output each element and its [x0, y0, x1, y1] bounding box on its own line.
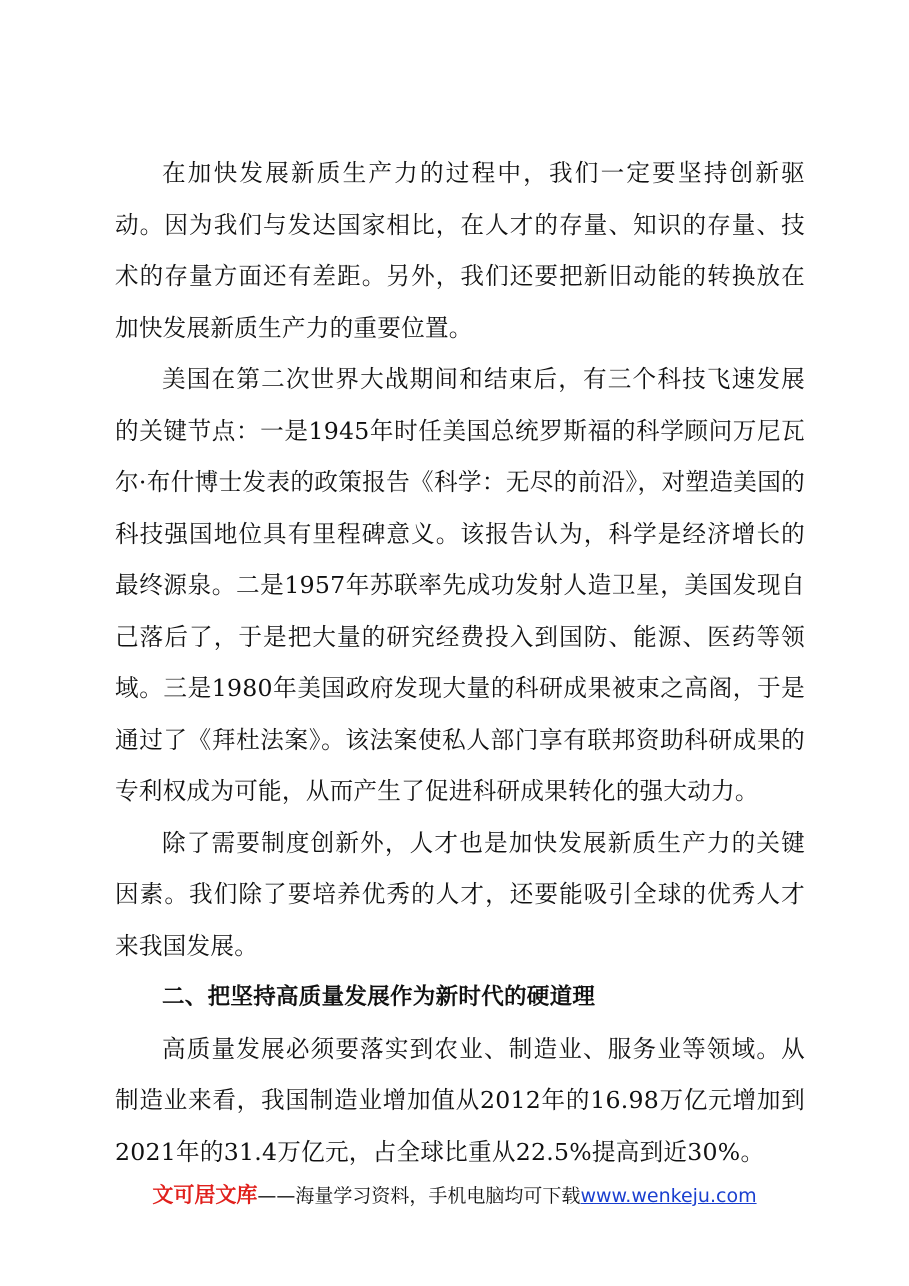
footer-dash: ——	[257, 1185, 296, 1207]
section-heading: 二、把坚持高质量发展作为新时代的硬道理	[162, 984, 596, 1010]
paragraph-talent: 除了需要制度创新外，人才也是加快发展新质生产力的关键因素。我们除了要培养优秀的人才，还要能吸引全球的优秀人才来我国发展。	[115, 828, 805, 960]
footer-banner	[0, 1180, 909, 1211]
paragraph-innovation: 在加快发展新质生产力的过程中，我们一定要坚持创新驱动。因为我们与发达国家相比，在人才的存量、知识的存量、技术的存量方面还有差距。另外，我们还要把新旧动能的转换放在加快发展新质生产力的重要位置。	[115, 159, 805, 342]
footer-link[interactable]: www.wenkeju.com	[580, 1185, 757, 1207]
paragraph-manufacturing: 高质量发展必须要落实到农业、制造业、服务业等领域。从制造业来看，我国制造业增加值从2012年的16.98万亿元增加到2021年的31.4万亿元，占全球比重从22.5%提高到近30%。	[115, 1034, 805, 1166]
footer-brand: 文可居文库	[152, 1183, 258, 1207]
paragraph-us-history: 美国在第二次世界大战期间和结束后，有三个科技飞速发展的关键节点：一是1945年时任美国总统罗斯福的科学顾问万尼瓦尔·布什博士发表的政策报告《科学：无尽的前沿》，对塑造美国的科技强国地位具有里程碑意义。该报告认为，科学是经济增长的最终源泉。二是1957年苏联率先成功发射人造卫星，美国发现自己落后了，于是把大量的研究经费投入到国防、能源、医药等领域。三是1980年美国政府发现大量的科研成果被束之高阁，于是通过了《拜杜法案》。该法案使私人部门享有联邦资助科研成果的专利权成为可能，从而产生了促进科研成果转化的强大动力。	[115, 365, 805, 805]
document-body	[115, 148, 805, 1178]
footer-text: 海量学习资料，手机电脑均可下载	[295, 1185, 581, 1207]
